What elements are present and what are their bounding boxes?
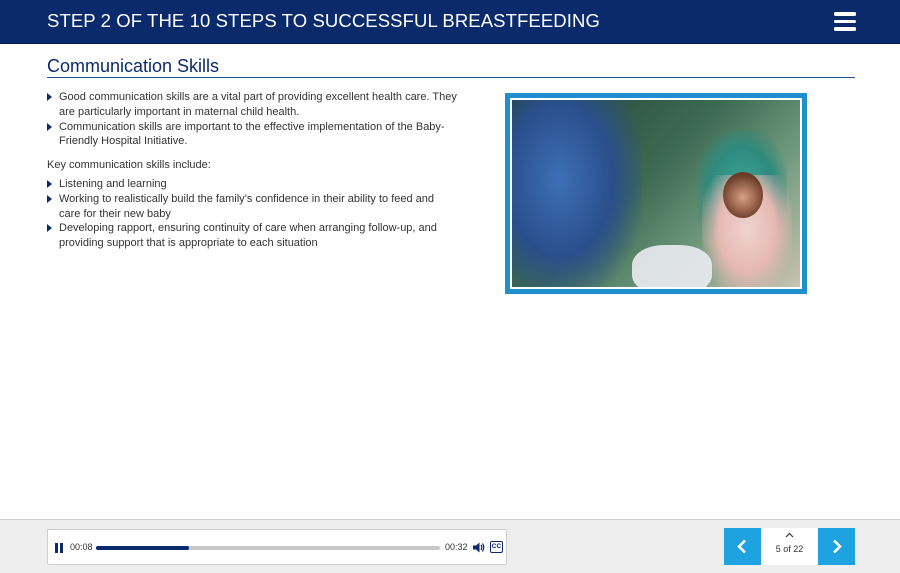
list-item: Working to realistically build the family’s confidence in their ability to feed and care for their new baby xyxy=(47,192,457,222)
progress-fill xyxy=(96,546,189,550)
bullet-triangle-icon xyxy=(47,93,52,101)
intro-bullet-list xyxy=(47,90,457,149)
closed-captions-icon[interactable]: CC xyxy=(490,541,503,553)
bullet-triangle-icon xyxy=(47,123,52,131)
pause-icon[interactable] xyxy=(55,543,64,553)
chevron-right-icon xyxy=(830,539,843,554)
header-bar xyxy=(0,0,900,44)
volume-icon[interactable] xyxy=(472,541,485,554)
duration-time: 00:32 xyxy=(445,542,468,552)
list-item: Communication skills are important to the effective implementation of the Baby-Friendly Hospital Initiative. xyxy=(47,120,457,150)
progress-track[interactable] xyxy=(96,546,440,550)
hamburger-menu-icon[interactable] xyxy=(834,12,856,31)
hospital-photo-frame xyxy=(505,93,807,294)
course-title: STEP 2 OF THE 10 STEPS TO SUCCESSFUL BREASTFEEDING xyxy=(47,10,600,31)
page-count: 5 of 22 xyxy=(775,544,804,554)
bullet-triangle-icon xyxy=(47,224,52,232)
hospital-photo xyxy=(512,100,800,287)
current-time: 00:08 xyxy=(70,542,93,552)
title-divider xyxy=(47,77,855,78)
list-item: Developing rapport, ensuring continuity of care when arranging follow-up, and providing support that is appropriate to each situation xyxy=(47,221,457,251)
slide-content xyxy=(47,90,457,251)
previous-slide-button[interactable] xyxy=(724,528,761,565)
footer-bar xyxy=(0,519,900,573)
audio-player xyxy=(47,529,507,565)
list-item: Good communication skills are a vital part of providing excellent health care. They are particularly important in maternal child health. xyxy=(47,90,457,120)
page-title: Communication Skills xyxy=(47,56,220,76)
bullet-triangle-icon xyxy=(47,180,52,188)
skills-intro: Key communication skills include: xyxy=(47,159,211,172)
bullet-triangle-icon xyxy=(47,195,52,203)
page-indicator xyxy=(761,528,818,565)
skills-bullet-list xyxy=(47,177,457,251)
next-slide-button[interactable] xyxy=(818,528,855,565)
list-item: Listening and learning xyxy=(47,177,457,192)
chevron-up-icon[interactable] xyxy=(785,532,794,538)
chevron-left-icon xyxy=(736,539,749,554)
